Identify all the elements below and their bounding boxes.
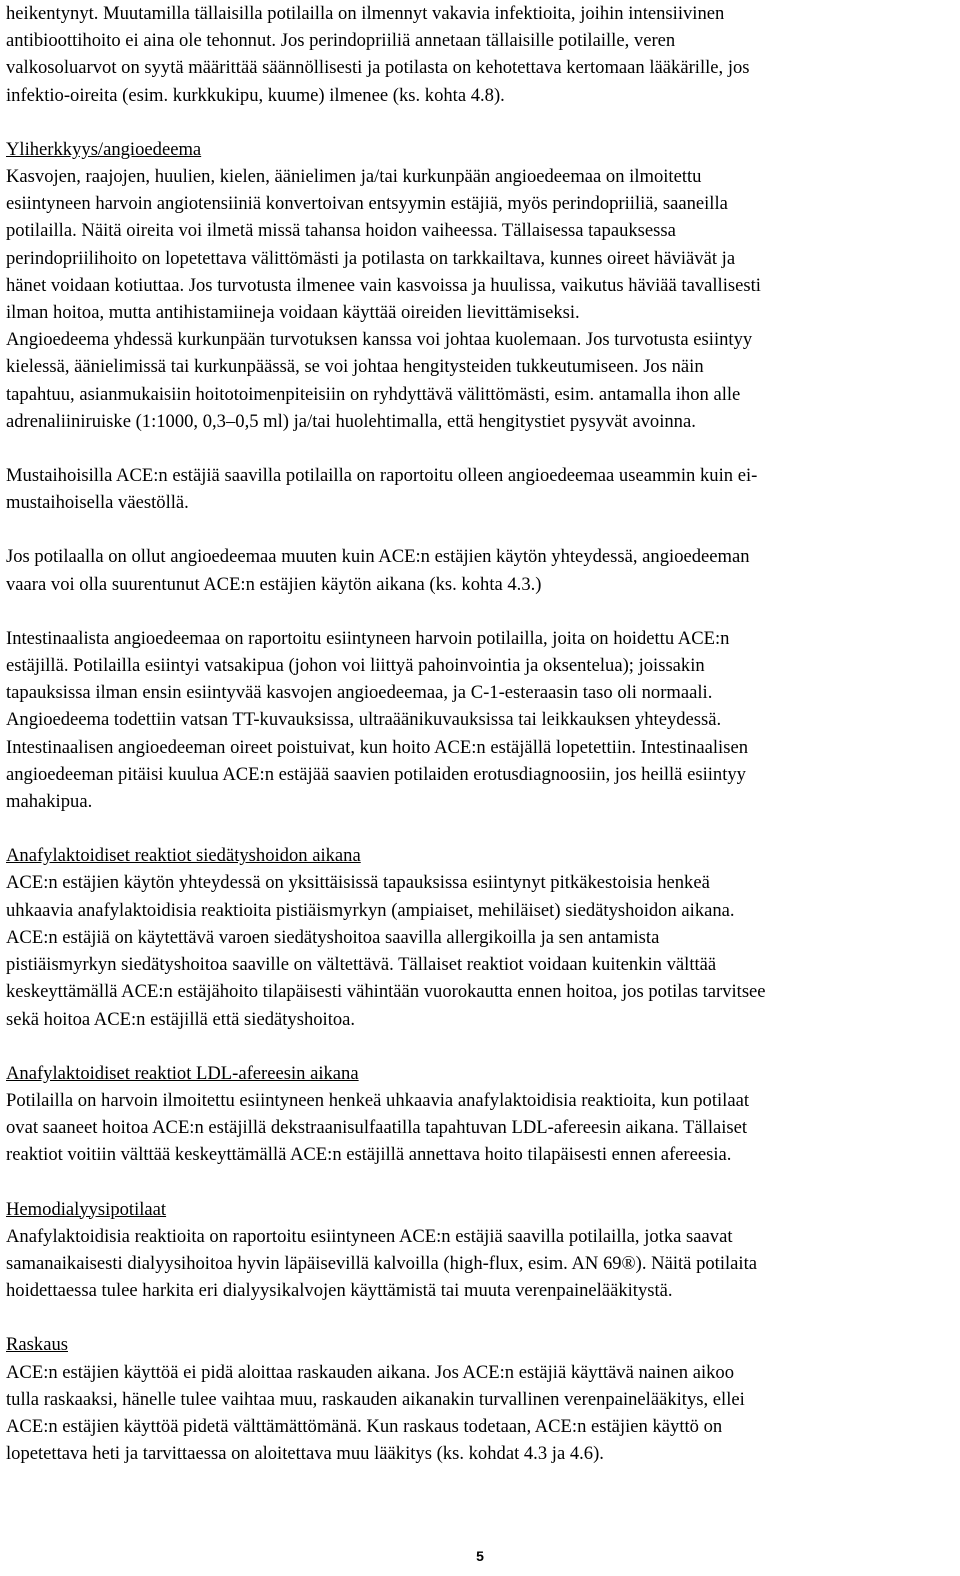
- text-line: lopetettava heti ja tarvittaessa on aloitettava muu lääkitys (ks. kohdat 4.3 ja 4.6).: [6, 1443, 604, 1465]
- text-line: hoidettaessa tulee harkita eri dialyysikalvojen käyttämistä tai muuta verenpainelääkitystä.: [6, 1280, 673, 1302]
- text-line: vaara voi olla suurentunut ACE:n estäjien käytön aikana (ks. kohta 4.3.): [6, 573, 542, 595]
- text-line: ilman hoitoa, mutta antihistamiineja voidaan käyttää oireiden lievittämiseksi.: [6, 302, 580, 324]
- paragraph-black-patients: [6, 462, 954, 516]
- text-line: ACE:n estäjien käytön yhteydessä on yksittäisissä tapauksissa esiintynyt pitkäkestoisia henkeä: [6, 872, 710, 894]
- text-line: ovat saaneet hoitoa ACE:n estäjillä dekstraanisulfaatilla tapahtuvan LDL-afereesin aikana. Tällaiset: [6, 1117, 748, 1139]
- text-line: Jos potilaalla on ollut angioedeemaa muuten kuin ACE:n estäjien käytön yhteydessä, angioedeeman: [6, 546, 750, 568]
- section-pregnancy: [6, 1331, 954, 1467]
- paragraph-gap: [6, 815, 954, 842]
- text-line: ACE:n estäjiä on käytettävä varoen siedätyshoitoa saavilla allergikoilla ja sen antamista: [6, 926, 660, 948]
- section-heading: Hemodialyysipotilaat: [6, 1198, 167, 1220]
- section-heading: Anafylaktoidiset reaktiot LDL-afereesin aikana: [6, 1062, 359, 1084]
- text-line: mahakipua.: [6, 791, 93, 813]
- section-hypersensitivity: [6, 136, 954, 435]
- text-line: heikentynyt. Muutamilla tällaisilla potilailla on ilmennyt vakavia infektioita, joihin intensiivinen: [6, 3, 725, 24]
- text-line: tapauksissa ilman ensin esiintyvää kasvojen angioedeemaa, ja C-1-esteraasin taso oli normaali.: [6, 682, 713, 704]
- text-line: infektio-oireita (esim. kurkkukipu, kuume) ilmenee (ks. kohta 4.8).: [6, 84, 505, 106]
- text-line: angioedeeman pitäisi kuulua ACE:n estäjää saavien potilaiden erotusdiagnoosiin, jos heillä esiintyy: [6, 763, 746, 785]
- paragraph-infections: [6, 0, 954, 109]
- section-desensitization: [6, 842, 954, 1032]
- text-line: Intestinaalista angioedeemaa on raportoitu esiintyneen harvoin potilailla, joita on hoidettu ACE:n: [6, 627, 730, 649]
- text-line: mustaihoisella väestöllä.: [6, 492, 189, 514]
- text-line: tapahtuu, asianmukaisiin hoitotoimenpiteisiin on ryhdyttävä välittömästi, esim. antamalla ihon alle: [6, 383, 741, 405]
- page-number: 5: [476, 1548, 484, 1564]
- text-line: reaktiot voitiin välttää keskeyttämällä ACE:n estäjillä annettava hoito tilapäisesti ennen afereesia.: [6, 1144, 732, 1166]
- paragraph-intestinal-angioedema: [6, 625, 954, 815]
- text-line: uhkaavia anafylaktoidisia reaktioita pistiäismyrkyn (ampiaiset, mehiläiset) siedätyshoidon aikana.: [6, 899, 735, 921]
- text-line: sekä hoitoa ACE:n estäjillä että siedätyshoitoa.: [6, 1008, 356, 1030]
- paragraph-gap: [6, 435, 954, 462]
- text-line: adrenaliiniruiske (1:1000, 0,3–0,5 ml) ja/tai huolehtimalla, että hengitystiet pysyvät avoinna.: [6, 410, 696, 432]
- section-ldl-apheresis: [6, 1060, 954, 1169]
- text-line: Angioedeema yhdessä kurkunpään turvotuksen kanssa voi johtaa kuolemaan. Jos turvotusta esiintyy: [6, 329, 753, 351]
- section-heading: Yliherkkyys/angioedeema: [6, 138, 202, 160]
- paragraph-gap: [6, 1304, 954, 1331]
- paragraph-gap: [6, 598, 954, 625]
- text-line: hänet voidaan kotiuttaa. Jos turvotusta ilmenee vain kasvoissa ja huulissa, vaikutus häviää tavallisesti: [6, 274, 761, 296]
- section-hemodialysis: [6, 1196, 954, 1305]
- text-line: kielessä, äänielimissä tai kurkunpäässä, se voi johtaa hengitysteiden tukkeutumiseen. Jos näin: [6, 356, 704, 378]
- text-line: Intestinaalisen angioedeeman oireet poistuivat, kun hoito ACE:n estäjällä lopetettiin. Intestinaalisen: [6, 736, 749, 758]
- paragraph-gap: [6, 1169, 954, 1196]
- text-line: ACE:n estäjien käyttöä ei pidä aloittaa raskauden aikana. Jos ACE:n estäjiä käyttävä nainen aikoo: [6, 1361, 735, 1383]
- text-line: valkosoluarvot on syytä määrittää säännöllisesti ja potilasta on kehotettava kertomaan lääkärille, jos: [6, 57, 750, 79]
- paragraph-prior-angioedema: [6, 543, 954, 597]
- text-line: esiintyneen harvoin angiotensiiniä konvertoivan entsyymin estäjiä, myös perindopriiliä, saaneilla: [6, 193, 728, 215]
- text-line: samanaikaisesti dialyysihoitoa hyvin läpäisevillä kalvoilla (high-flux, esim. AN 69®). Näitä potilaita: [6, 1252, 758, 1274]
- text-line: keskeyttämällä ACE:n estäjähoito tilapäisesti vähintään vuorokautta ennen hoitoa, jos potilas tarvitsee: [6, 981, 766, 1003]
- text-line: ACE:n estäjien käyttöä pidetä välttämättömänä. Kun raskaus todetaan, ACE:n estäjien käyttö on: [6, 1415, 723, 1437]
- text-line: tulla raskaaksi, hänelle tulee vaihtaa muu, raskauden aikanakin turvallinen verenpainelääkitys, ellei: [6, 1388, 745, 1410]
- text-line: Mustaihoisilla ACE:n estäjiä saavilla potilailla on raportoitu olleen angioedeemaa useammin kuin ei-: [6, 465, 758, 487]
- text-line: Potilailla on harvoin ilmoitettu esiintyneen henkeä uhkaavia anafylaktoidisia reaktioita, kun potilaat: [6, 1089, 750, 1111]
- text-line: estäjillä. Potilailla esiintyi vatsakipua (johon voi liittyä pahoinvointia ja oksentelua); joissakin: [6, 655, 705, 677]
- text-line: perindopriilihoito on lopetettava välittömästi ja potilasta on tarkkailtava, kunnes oireet häviävät ja: [6, 247, 736, 269]
- paragraph-gap: [6, 1033, 954, 1060]
- text-line: potilailla. Näitä oireita voi ilmetä missä tahansa hoidon vaiheessa. Tällaisessa tapauksessa: [6, 220, 676, 242]
- text-line: Kasvojen, raajojen, huulien, kielen, äänielimen ja/tai kurkunpään angioedeemaa on ilmoitettu: [6, 166, 702, 188]
- paragraph-gap: [6, 516, 954, 543]
- text-line: Angioedeema todettiin vatsan TT-kuvauksissa, ultraäänikuvauksissa tai leikkauksen yhteydessä.: [6, 709, 722, 731]
- section-heading: Anafylaktoidiset reaktiot siedätyshoidon aikana: [6, 845, 361, 867]
- paragraph-gap: [6, 109, 954, 136]
- section-heading: Raskaus: [6, 1334, 68, 1356]
- text-line: antibioottihoito ei aina ole tehonnut. Jos perindopriiliä annetaan tällaisille potilaille, veren: [6, 30, 676, 52]
- text-line: pistiäismyrkyn siedätyshoitoa saaville on vältettävä. Tällaiset reaktiot voidaan kuitenkin välttää: [6, 954, 717, 976]
- document-page: [6, 0, 954, 1467]
- text-line: Anafylaktoidisia reaktioita on raportoitu esiintyneen ACE:n estäjiä saavilla potilailla, jotka saavat: [6, 1225, 733, 1247]
